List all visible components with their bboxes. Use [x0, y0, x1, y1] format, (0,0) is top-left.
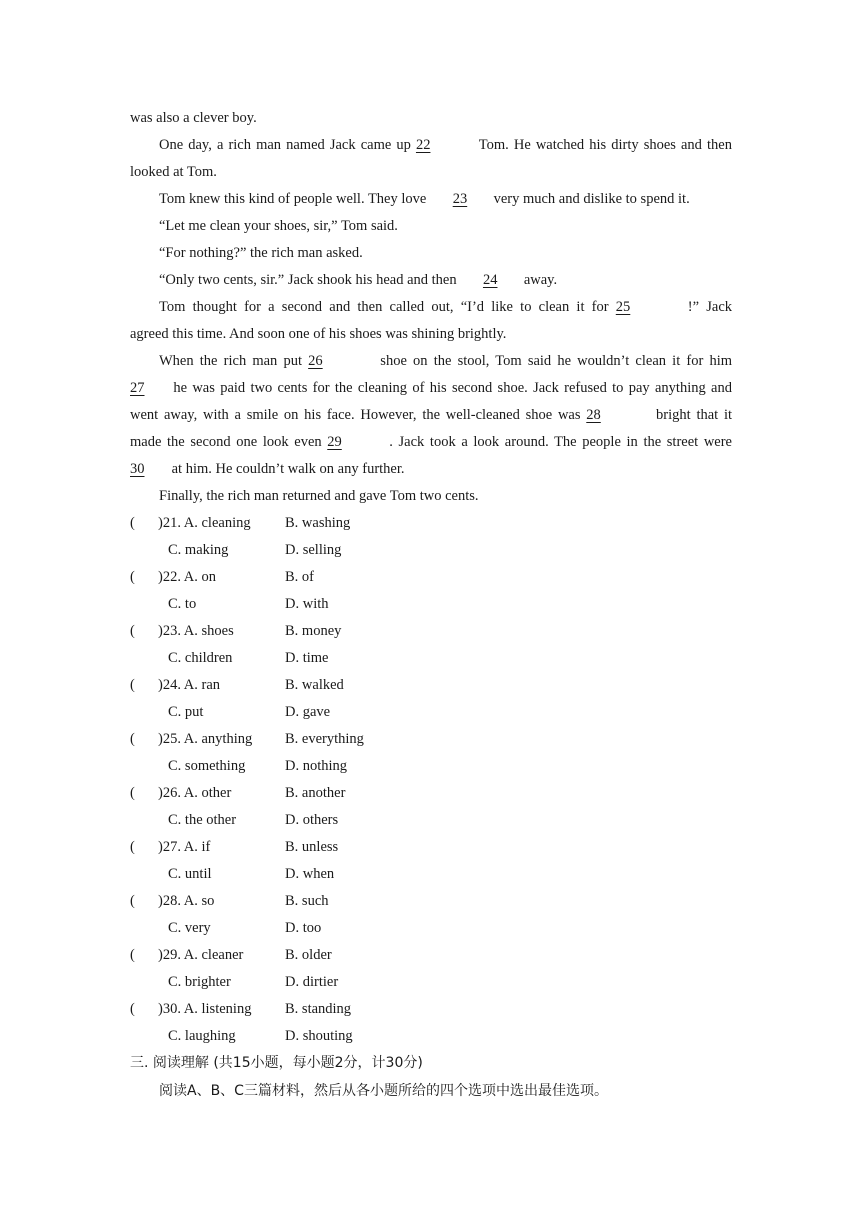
option-a[interactable]: )25. A. anything — [158, 731, 253, 747]
option-d[interactable]: D. time — [285, 650, 329, 666]
passage-text: Tom knew this kind of people well. They love — [159, 191, 430, 207]
passage-line — [159, 189, 732, 209]
answer-paren[interactable]: ( — [130, 893, 135, 909]
passage-line — [130, 378, 732, 398]
option-c[interactable]: C. put — [168, 704, 204, 720]
option-a[interactable]: )21. A. cleaning — [158, 515, 251, 531]
passage-text: One day, a rich man named Jack came up — [159, 137, 416, 153]
passage-line — [159, 270, 732, 290]
option-b[interactable]: B. unless — [285, 839, 339, 855]
blank-23[interactable]: 23 — [452, 191, 468, 207]
option-c[interactable]: C. very — [168, 920, 211, 936]
passage-text: bright that it — [650, 407, 733, 423]
passage-text: . Jack took a look around. The people in the street were — [389, 434, 732, 450]
option-b[interactable]: B. walked — [285, 677, 344, 693]
option-b[interactable]: B. everything — [285, 731, 364, 747]
option-d[interactable]: D. others — [285, 812, 339, 828]
option-c[interactable]: C. laughing — [168, 1028, 236, 1044]
passage-line: “For nothing?” the rich man asked. — [159, 245, 363, 261]
answer-paren[interactable]: ( — [130, 569, 135, 585]
passage-text: at him. He couldn’t walk on any further. — [168, 461, 405, 477]
option-b[interactable]: B. such — [285, 893, 329, 909]
option-d[interactable]: D. with — [285, 596, 329, 612]
passage-line — [130, 432, 732, 452]
option-c[interactable]: C. brighter — [168, 974, 231, 990]
answer-paren[interactable]: ( — [130, 623, 135, 639]
option-a[interactable]: )30. A. listening — [158, 1001, 252, 1017]
passage-line — [159, 135, 732, 155]
passage-text: “Only two cents, sir.” Jack shook his head and then — [159, 272, 461, 288]
answer-paren[interactable]: ( — [130, 1001, 135, 1017]
passage-line: “Let me clean your shoes, sir,” Tom said. — [159, 218, 398, 234]
answer-paren[interactable]: ( — [130, 677, 135, 693]
passage-text: away. — [520, 272, 558, 288]
option-a[interactable]: )28. A. so — [158, 893, 215, 909]
option-b[interactable]: B. money — [285, 623, 342, 639]
option-d[interactable]: D. nothing — [285, 758, 348, 774]
passage-line — [130, 459, 732, 479]
passage-text: shoe on the stool, Tom said he wouldn’t clean it for him — [374, 353, 732, 369]
passage-text: Tom. He watched his dirty shoes and then — [473, 137, 732, 153]
passage-text: made the second one look even — [130, 434, 328, 450]
option-d[interactable]: D. shouting — [285, 1028, 353, 1044]
option-a[interactable]: )23. A. shoes — [158, 623, 234, 639]
passage-line: looked at Tom. — [130, 164, 217, 180]
passage-text: Tom thought for a second and then called out, “I’d like to clean it for — [159, 299, 616, 315]
option-c[interactable]: C. making — [168, 542, 229, 558]
passage-line — [159, 351, 732, 371]
passage-line: agreed this time. And soon one of his shoes was shining brightly. — [130, 326, 507, 342]
option-a[interactable]: )26. A. other — [158, 785, 232, 801]
option-d[interactable]: D. gave — [285, 704, 331, 720]
passage-text: When the rich man put — [159, 353, 309, 369]
option-c[interactable]: C. until — [168, 866, 212, 882]
blank-30[interactable]: 30 — [130, 461, 145, 477]
option-b[interactable]: B. washing — [285, 515, 351, 531]
answer-paren[interactable]: ( — [130, 731, 135, 747]
option-b[interactable]: B. standing — [285, 1001, 352, 1017]
blank-27[interactable]: 27 — [130, 380, 145, 396]
option-d[interactable]: D. selling — [285, 542, 342, 558]
answer-paren[interactable]: ( — [130, 785, 135, 801]
option-d[interactable]: D. too — [285, 920, 322, 936]
passage-line — [159, 297, 732, 317]
answer-paren[interactable]: ( — [130, 947, 135, 963]
option-b[interactable]: B. older — [285, 947, 332, 963]
answer-paren[interactable]: ( — [130, 515, 135, 531]
passage-line: Finally, the rich man returned and gave Tom two cents. — [159, 488, 479, 504]
option-a[interactable]: )29. A. cleaner — [158, 947, 244, 963]
blank-24[interactable]: 24 — [482, 272, 498, 288]
passage-line — [130, 405, 732, 425]
blank-28[interactable]: 28 — [586, 407, 601, 423]
passage-text: he was paid two cents for the cleaning of his second shoe. Jack refused to pay anything and — [168, 380, 732, 396]
option-a[interactable]: )24. A. ran — [158, 677, 221, 693]
option-c[interactable]: C. the other — [168, 812, 237, 828]
blank-26[interactable]: 26 — [308, 353, 323, 369]
section-heading: 三. 阅读理解 (共15小题，每小题2分，计30分) — [130, 1055, 423, 1071]
blank-22[interactable]: 22 — [415, 137, 431, 153]
section-instruction: 阅读A、B、C三篇材料，然后从各小题所给的四个选项中选出最佳选项。 — [159, 1083, 608, 1099]
option-d[interactable]: D. when — [285, 866, 335, 882]
option-d[interactable]: D. dirtier — [285, 974, 339, 990]
option-b[interactable]: B. of — [285, 569, 314, 585]
passage-text: went away, with a smile on his face. However, the well-cleaned shoe was — [130, 407, 587, 423]
passage-text: !” Jack — [687, 299, 733, 315]
answer-paren[interactable]: ( — [130, 839, 135, 855]
blank-29[interactable]: 29 — [327, 434, 342, 450]
option-c[interactable]: C. children — [168, 650, 233, 666]
passage-line: was also a clever boy. — [130, 110, 257, 126]
blank-25[interactable]: 25 — [615, 299, 631, 315]
option-a[interactable]: )22. A. on — [158, 569, 216, 585]
option-c[interactable]: C. to — [168, 596, 197, 612]
option-c[interactable]: C. something — [168, 758, 246, 774]
passage-text: very much and dislike to spend it. — [489, 191, 690, 207]
option-b[interactable]: B. another — [285, 785, 346, 801]
option-a[interactable]: )27. A. if — [158, 839, 211, 855]
